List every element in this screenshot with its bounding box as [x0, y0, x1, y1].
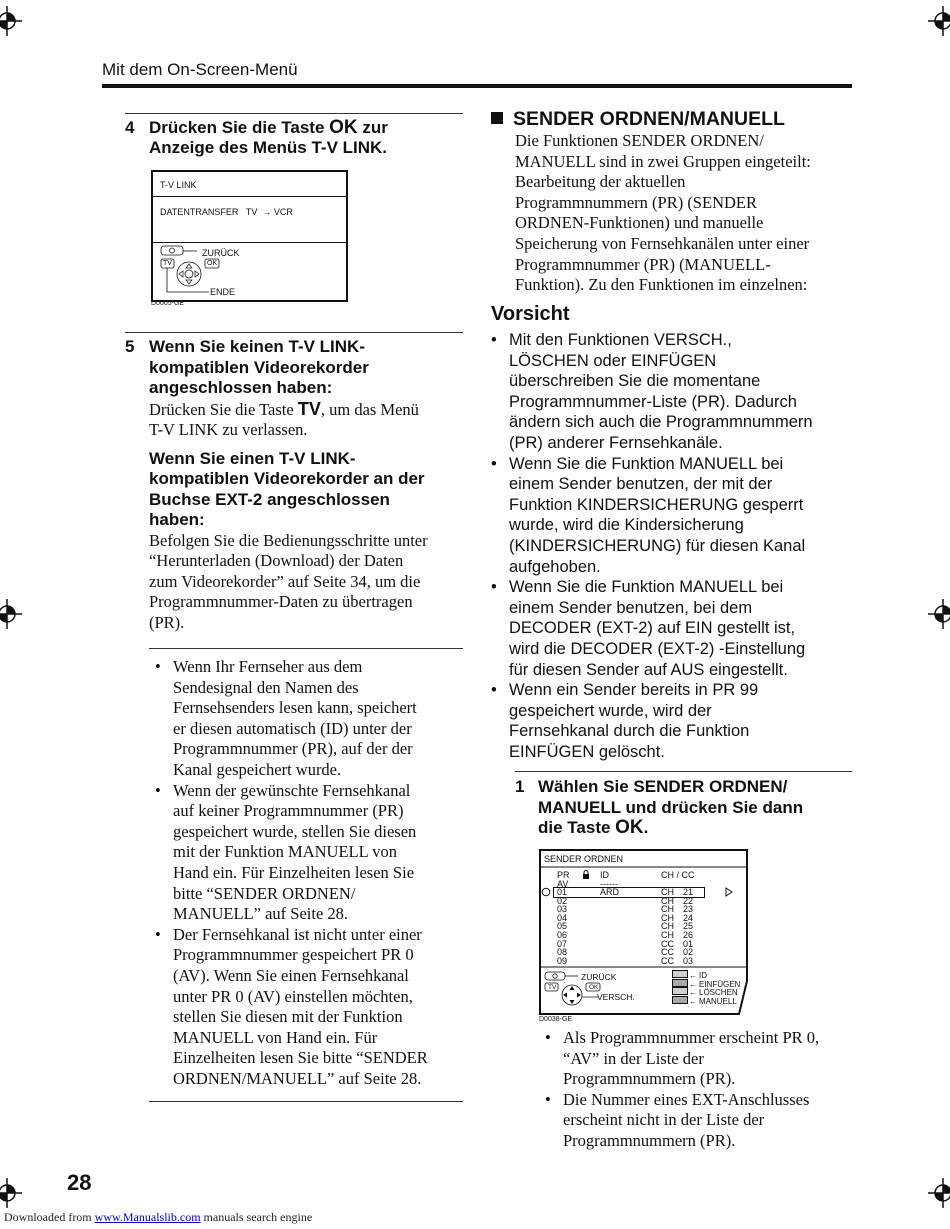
- caution-line: LÖSCHEN oder EINFÜGEN: [509, 351, 717, 370]
- figure-code: D0005-GE: [151, 300, 185, 307]
- note-line: • Die Nummer eines EXT-Anschlusses: [563, 1089, 810, 1109]
- step-heading-line: Buchse EXT-2 angeschlossen: [149, 489, 390, 509]
- table-row: [557, 940, 703, 949]
- body-text: Die Funktionen SENDER ORDNEN/: [515, 131, 764, 150]
- num-cell: 22: [683, 895, 694, 906]
- caution-line: überschreiben Sie die momentane: [509, 372, 761, 391]
- legend-label: MANUELL: [699, 996, 737, 1006]
- num-cell: 03: [683, 955, 694, 966]
- legend-label: EINFÜGEN: [699, 979, 741, 989]
- id-cell: [600, 940, 661, 949]
- pr-cell: 01: [557, 887, 568, 897]
- color-key-icon: [672, 987, 688, 995]
- step-text: Drücken Sie die Taste: [149, 118, 330, 137]
- pr-cell: 09: [557, 955, 568, 966]
- step-heading-line: Wenn Sie einen T-V LINK-: [149, 448, 356, 468]
- arrow-left-icon: ←: [689, 996, 697, 1006]
- divider: [125, 332, 463, 333]
- footer-text: manuals search engine: [200, 1210, 313, 1224]
- channel-table: [557, 888, 703, 965]
- caution-line: einem Sender benutzen, bei dem: [509, 598, 753, 617]
- caution-line: EINFÜGEN gelöscht.: [509, 742, 665, 761]
- caution-line: (PR) anderer Fernsehkanäle.: [509, 433, 723, 452]
- legend-label: ID: [699, 971, 707, 980]
- caution-line: ändern sich auch die Programmnummern: [509, 413, 813, 432]
- caution-title: Vorsicht: [491, 303, 570, 325]
- band-cell: CH: [661, 904, 674, 915]
- page-header-title: Mit dem On-Screen-Menü: [102, 60, 298, 79]
- note-line: • Wenn Ihr Fernseher aus dem: [173, 657, 363, 676]
- divider: [153, 242, 346, 243]
- num-cell: 24: [683, 912, 694, 923]
- ok-key-label: OK: [589, 984, 599, 991]
- registration-mark-icon: [928, 1178, 950, 1208]
- id-cell: [600, 948, 661, 957]
- id-cell: [600, 905, 661, 914]
- band-cell: CC: [661, 955, 674, 966]
- num-cell: 23: [683, 904, 694, 915]
- note-line: Programmnummern (PR).: [563, 1130, 736, 1150]
- band-cell: CH: [661, 921, 674, 932]
- table-row: [557, 922, 703, 931]
- caution-line: • Mit den Funktionen VERSCH.,: [509, 331, 732, 349]
- page-number: 28: [67, 1170, 92, 1195]
- legend-label: LÖSCHEN: [699, 988, 738, 997]
- body-text: ORDNEN-Funktionen) und manuelle: [515, 213, 764, 233]
- back-label: ZURÜCK: [202, 248, 240, 258]
- play-arrow-icon: [725, 887, 733, 897]
- col-id: ID: [600, 870, 609, 880]
- band-cell: CH: [661, 912, 674, 923]
- legend-item: [672, 996, 744, 1005]
- divider: [149, 648, 463, 649]
- end-label: ENDE: [210, 287, 236, 297]
- arrow-left-icon: ←: [689, 979, 697, 989]
- pr-cell: 02: [557, 895, 568, 906]
- step-number: 5: [125, 337, 135, 356]
- note-line: (AV). Wenn Sie einen Fernsehkanal: [173, 965, 409, 985]
- ok-key-label: OK: [207, 260, 218, 267]
- screen-title: SENDER ORDNEN: [544, 854, 624, 864]
- caution-line: • Wenn Sie die Funktion MANUELL bei: [509, 578, 784, 597]
- step-text: .: [643, 818, 649, 838]
- ok-key-label: OK: [329, 117, 358, 138]
- caution-line: wird die DECODER (EXT-2) -Einstellung: [509, 639, 806, 658]
- note-line: bitte “SENDER ORDNEN/: [173, 883, 356, 903]
- band-cell: CC: [661, 947, 674, 958]
- footer-text: Downloaded from: [4, 1210, 95, 1224]
- table-row: [557, 905, 703, 914]
- caution-line: aufgehoben.: [509, 557, 601, 576]
- step-number: 1: [515, 777, 525, 796]
- divider: [153, 196, 346, 197]
- id-cell: [600, 931, 661, 940]
- legend-item: [672, 979, 744, 988]
- note-line: • Der Fernsehkanal ist nicht unter einer: [173, 924, 422, 944]
- registration-mark-icon: [0, 1178, 22, 1208]
- registration-mark-icon: [928, 6, 950, 36]
- list-item: [491, 680, 861, 762]
- pr-cell: 06: [557, 929, 568, 940]
- divider: [149, 1101, 463, 1102]
- id-cell: [600, 914, 661, 923]
- legend-item: [672, 970, 744, 979]
- section-title-text: SENDER ORDNEN/MANUELL: [513, 108, 785, 130]
- col-chcc: CH / CC: [661, 870, 695, 880]
- table-row: [557, 931, 703, 940]
- list-item: [491, 577, 861, 680]
- id-cell: [600, 897, 661, 906]
- color-legend: [672, 970, 744, 1004]
- body-text: Programmnummer-Daten zu übertragen: [149, 592, 413, 612]
- body-text: Programmnummer (PR) (MANUELL-: [515, 254, 771, 274]
- note-line: Programmnummer gespeichert PR 0: [173, 945, 414, 965]
- lock-icon: [582, 870, 590, 879]
- caution-line: einem Sender benutzen, der mit der: [509, 475, 773, 494]
- id-cell: [600, 922, 661, 931]
- band-cell: CH: [661, 887, 674, 897]
- square-bullet-icon: [491, 112, 503, 124]
- back-label: ZURÜCK: [581, 972, 617, 982]
- tv-key-label: TV: [548, 984, 557, 991]
- color-key-icon: [672, 979, 688, 987]
- intro-paragraph: [515, 131, 855, 296]
- selection-marker-icon: [541, 887, 551, 897]
- header-rule: [102, 84, 852, 88]
- pr-cell: 08: [557, 947, 568, 958]
- band-cell: CH: [661, 929, 674, 940]
- list-item: [539, 1090, 859, 1152]
- note-line: unter PR 0 (AV) einstellen möchten,: [173, 986, 413, 1006]
- note-line: Kanal gespeichert wurde.: [173, 759, 342, 779]
- note-line: Hand ein. Für Einzelheiten lesen Sie: [173, 862, 415, 882]
- pr-cell: 03: [557, 904, 568, 915]
- step-text: Wählen Sie SENDER ORDNEN/: [538, 777, 788, 796]
- step-heading-line: haben:: [149, 510, 205, 530]
- caution-line: Fernsehkanal durch die Funktion: [509, 722, 750, 741]
- figure-code: D0038-GE: [539, 1016, 573, 1023]
- row-from: TV: [245, 207, 258, 217]
- note-line: erscheint nicht in der Liste der: [563, 1110, 765, 1130]
- av-label: AV: [557, 879, 569, 889]
- note-line: Programmnummer (PR), auf der der: [173, 739, 413, 759]
- caution-line: DECODER (EXT-2) auf EIN gestellt ist,: [509, 619, 796, 638]
- note-line: Fernsehsenders lesen kann, speichert: [173, 698, 417, 718]
- note-line: stellen Sie diesen mit der Funktion: [173, 1007, 403, 1027]
- footer-link[interactable]: www.Manualslib.com: [94, 1210, 201, 1224]
- step-heading-line: kompatiblen Videorekorder an der: [149, 469, 425, 489]
- caution-line: • Wenn Sie die Funktion MANUELL bei: [509, 454, 784, 473]
- registration-mark-icon: [0, 6, 22, 36]
- ok-key-label: OK: [615, 817, 644, 839]
- num-cell: 25: [683, 921, 694, 932]
- step-number: 4: [125, 118, 135, 137]
- body-text: Programmnummern (PR) (SENDER: [515, 192, 757, 212]
- table-row: [557, 914, 703, 923]
- note-line: Sendesignal den Namen des: [173, 677, 359, 697]
- body-text: Bearbeitung der aktuellen: [515, 172, 686, 192]
- divider: [515, 771, 852, 772]
- num-cell: 26: [683, 929, 694, 940]
- id-cell: ARD: [600, 887, 620, 897]
- body-text: “Herunterladen (Download) der Daten: [149, 551, 404, 571]
- body-text: Funktion). Zu den Funktionen im einzelnen:: [515, 275, 808, 295]
- num-cell: 01: [683, 938, 694, 949]
- legend-item: [672, 987, 744, 996]
- screen-title: T-V LINK: [160, 180, 197, 190]
- note-line: mit der Funktion MANUELL von: [173, 842, 397, 862]
- note-line: gespeichert wurde, stellen Sie diesen: [173, 821, 417, 841]
- step-text: Anzeige des Menüs T-V LINK.: [149, 138, 388, 157]
- divider: [125, 113, 463, 114]
- note-line: er diesen automatisch (ID) unter der: [173, 718, 412, 738]
- body-text: MANUELL sind in zwei Gruppen eingeteilt:: [515, 151, 811, 171]
- step-text: zur: [357, 118, 388, 137]
- color-key-icon: [672, 996, 688, 1004]
- note-line: Einzelheiten lesen Sie bitte “SENDER: [173, 1048, 428, 1068]
- note-line: MANUELL” auf Seite 28.: [173, 904, 349, 924]
- body-text: zum Videorekorder” auf Seite 34, um die: [149, 571, 421, 591]
- step-heading-line: Wenn Sie keinen T-V LINK-: [149, 337, 365, 356]
- step-heading-line: kompatiblen Videorekorder: [149, 357, 369, 377]
- av-id: ------: [600, 879, 618, 889]
- body-text: T-V LINK zu verlassen.: [149, 420, 308, 440]
- color-key-icon: [672, 970, 688, 978]
- caution-line: für diesen Sender auf AUS eingestellt.: [509, 660, 788, 679]
- step-heading-line: angeschlossen haben:: [149, 378, 333, 397]
- list-item: [149, 657, 469, 781]
- caution-line: • Wenn ein Sender bereits in PR 99: [509, 681, 759, 700]
- tv-key-label: TV: [297, 398, 321, 419]
- band-cell: CH: [661, 895, 674, 906]
- move-label: VERSCH.: [597, 992, 635, 1002]
- list-item: [539, 1028, 859, 1090]
- col-pr: PR: [557, 870, 570, 880]
- list-item: [149, 781, 469, 925]
- note-line: ORDNEN/MANUELL” auf Seite 28.: [173, 1068, 422, 1088]
- list-item: [491, 330, 861, 454]
- note-line: • Wenn der gewünschte Fernsehkanal: [173, 780, 411, 800]
- pr-cell: 05: [557, 921, 568, 932]
- table-row: [557, 888, 703, 897]
- arrow-left-icon: ←: [689, 988, 697, 997]
- footer: [4, 1210, 312, 1225]
- caution-line: wurde, wird die Kindersicherung: [509, 516, 744, 535]
- tv-link-screen: [151, 170, 348, 302]
- arrow-right-icon: →: [262, 207, 272, 217]
- list-item: [491, 454, 861, 578]
- caution-line: gespeichert wurde, wird der: [509, 701, 712, 720]
- note-line: auf keiner Programmnummer (PR): [173, 801, 404, 821]
- caution-list: [491, 330, 861, 762]
- list-item: [149, 925, 469, 1090]
- row-label: DATENTRANSFER: [160, 207, 239, 217]
- band-cell: CC: [661, 938, 674, 949]
- pr-cell: 04: [557, 912, 568, 923]
- step-text: MANUELL und drücken Sie dann: [538, 797, 804, 817]
- body-text: Befolgen Sie die Bedienungsschritte unter: [149, 530, 428, 550]
- num-cell: 02: [683, 947, 694, 958]
- pr-cell: 07: [557, 938, 568, 949]
- section-title: [491, 108, 785, 131]
- note-line: “AV” in der Liste der: [563, 1048, 704, 1068]
- note-line: MANUELL von Hand ein. Für: [173, 1027, 378, 1047]
- step-text: die Taste: [538, 818, 616, 838]
- table-row: [557, 897, 703, 906]
- registration-mark-icon: [0, 599, 22, 629]
- id-cell: [600, 957, 661, 966]
- sender-ordnen-screen: [539, 849, 748, 1015]
- caution-line: Funktion KINDERSICHERUNG gesperrt: [509, 495, 804, 514]
- caution-line: (KINDERSICHERUNG) für diesen Kanal: [509, 536, 806, 555]
- num-cell: 21: [683, 887, 694, 897]
- table-row: [557, 957, 703, 966]
- table-row: [557, 948, 703, 957]
- arrow-left-icon: ←: [689, 971, 697, 980]
- body-text: Speicherung von Fernsehkanälen unter einer: [515, 233, 810, 253]
- note-line: Programmnummern (PR).: [563, 1069, 736, 1089]
- row-to: VCR: [273, 207, 293, 217]
- note-line: • Als Programmnummer erscheint PR 0,: [563, 1028, 820, 1047]
- registration-mark-icon: [928, 599, 950, 629]
- datentransfer-row: [160, 207, 293, 217]
- body-text: (PR).: [149, 613, 185, 633]
- notes-list: [539, 1028, 859, 1152]
- body-text: , um das Menü: [320, 399, 419, 419]
- caution-line: Programmnummer-Liste (PR). Dadurch: [509, 392, 797, 411]
- body-text: Drücken Sie die Taste: [149, 399, 298, 419]
- tv-key-label: TV: [163, 260, 172, 267]
- notes-list: [149, 657, 469, 1089]
